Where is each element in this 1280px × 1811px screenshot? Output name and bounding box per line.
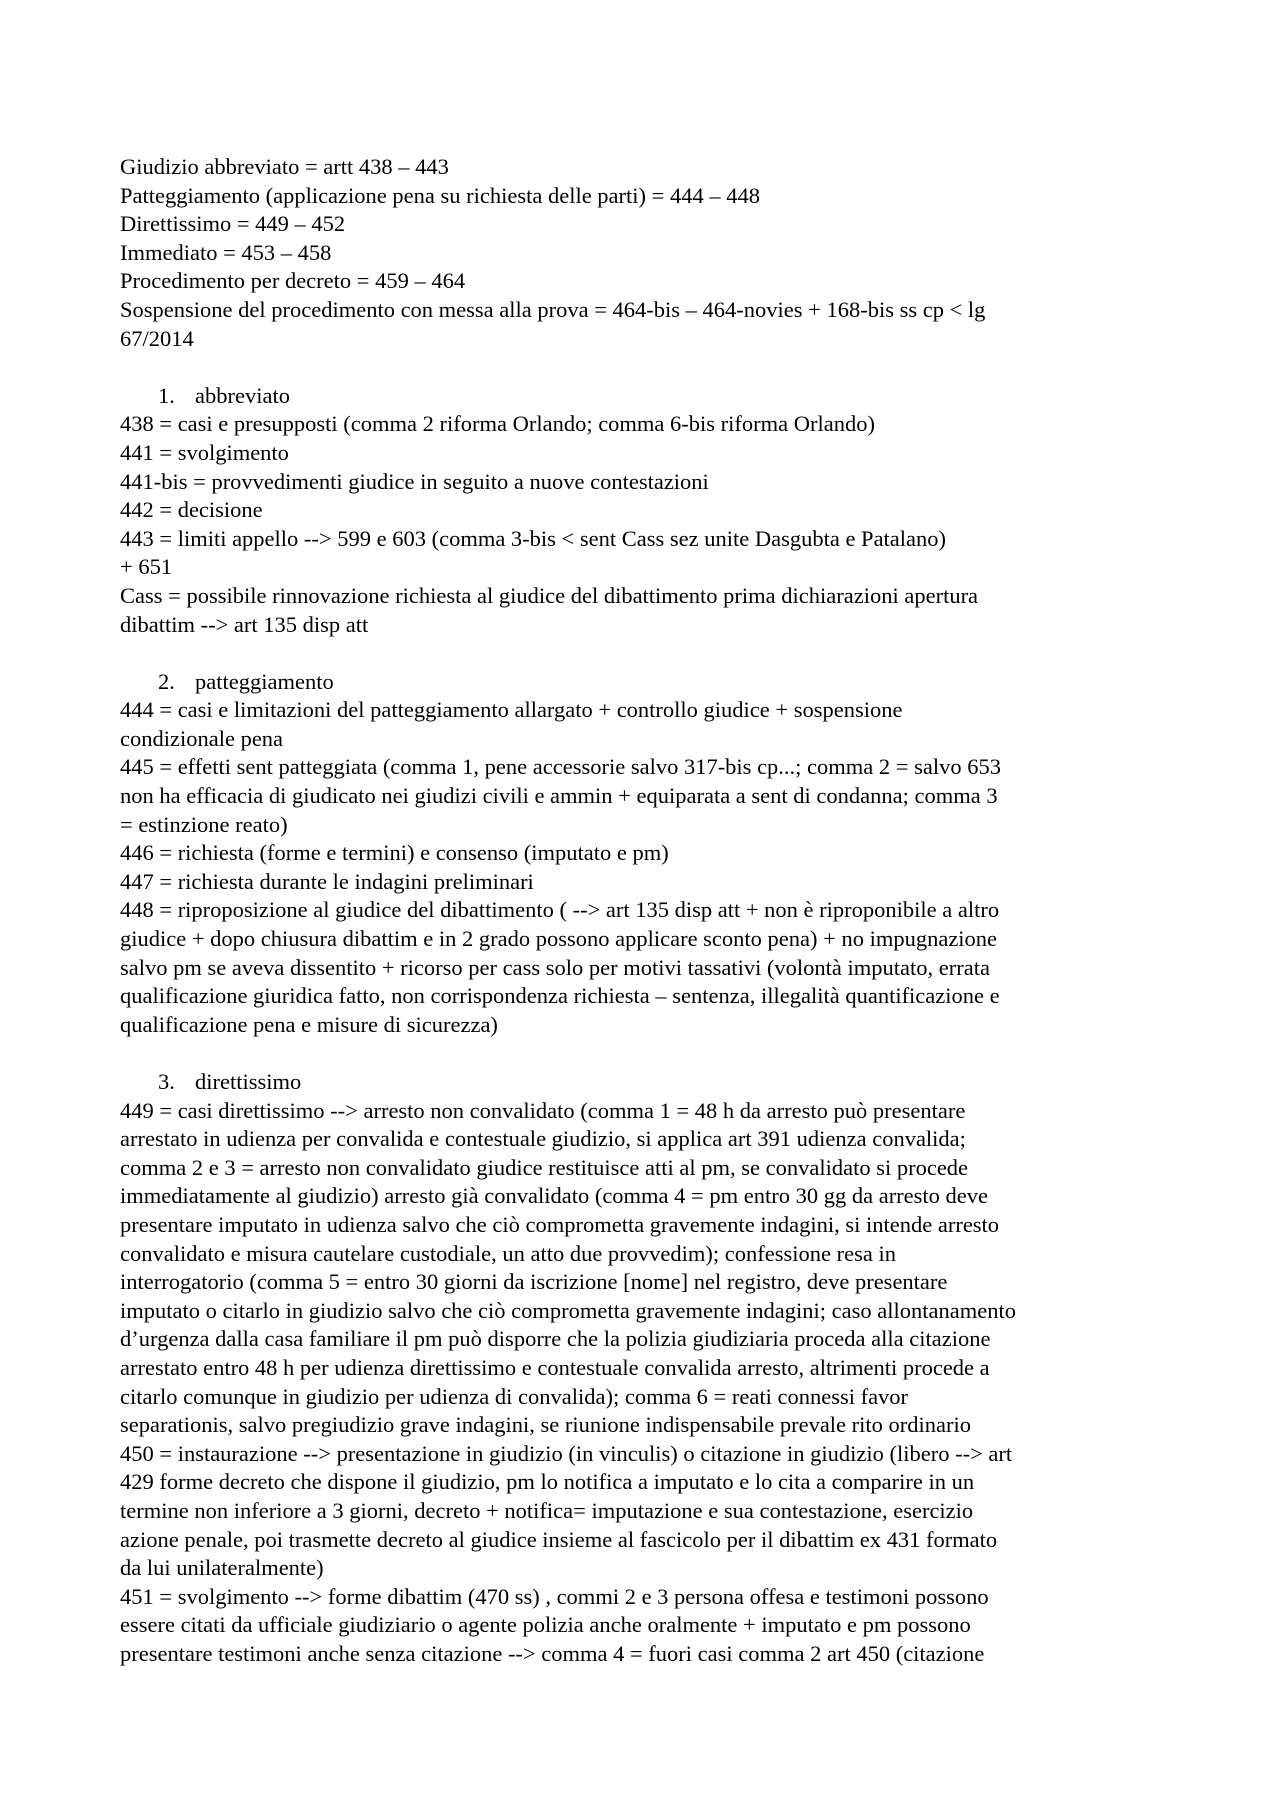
section-line: = estinzione reato) (120, 811, 288, 837)
section-line: 441-bis = provvedimenti giudice in seguito a nuove contestazioni (120, 468, 709, 494)
section-line: 450 = instaurazione --> presentazione in giudizio (in vinculis) o citazione in giudizio (libero --> art (120, 1440, 1013, 1466)
section-line: qualificazione giuridica fatto, non corrispondenza richiesta – sentenza, illegalità quantificazione e (120, 983, 1000, 1009)
section-line: 447 = richiesta durante le indagini preliminari (120, 868, 534, 894)
section-title: direttissimo (195, 1069, 302, 1094)
section-line: 444 = casi e limitazioni del patteggiamento allargato + controllo giudice + sospensione (120, 697, 903, 723)
section-line: + 651 (120, 554, 173, 580)
paragraph-gap (120, 353, 1160, 382)
section-line: d’urgenza dalla casa familiare il pm può disporre che la polizia giudiziaria proceda alla citazione (120, 1326, 991, 1352)
section-line: presentare imputato in udienza salvo che ciò comprometta gravemente indagini, si intende arresto (120, 1211, 1000, 1237)
section-line: azione penale, poi trasmette decreto al giudice insieme al fascicolo per il dibattim ex 431 formato (120, 1526, 998, 1552)
section-line: salvo pm se aveva dissentito + ricorso per cass solo per motivi tassativi (volontà imputato, errata (120, 954, 990, 980)
paragraph-gap (120, 639, 1160, 668)
overview-line: Immediato = 453 – 458 (120, 239, 332, 265)
overview-line: Direttissimo = 449 – 452 (120, 211, 346, 237)
section-line: 446 = richiesta (forme e termini) e consenso (imputato e pm) (120, 840, 669, 866)
section-heading (120, 1068, 1160, 1097)
overview-line: Patteggiamento (applicazione pena su richiesta delle parti) = 444 – 448 (120, 182, 760, 208)
overview-line: Sospensione del procedimento con messa alla prova = 464-bis – 464-novies + 168-bis ss cp < lg (120, 296, 986, 322)
section-line: interrogatorio (comma 5 = entro 30 giorni da iscrizione [nome] nel registro, deve presentare (120, 1269, 948, 1295)
section-line: imputato o citarlo in giudizio salvo che ciò comprometta gravemente indagini; caso allontanamento (120, 1297, 1016, 1323)
section-line: Cass = possibile rinnovazione richiesta al giudice del dibattimento prima dichiarazioni apertura (120, 582, 979, 608)
section-line: 443 = limiti appello --> 599 e 603 (comma 3-bis < sent Cass sez unite Dasgubta e Patalano) (120, 525, 947, 551)
section-line: qualificazione pena e misure di sicurezza) (120, 1011, 498, 1037)
section-line: convalidato e misura cautelare custodiale, un atto due provvedim); confessione resa in (120, 1240, 896, 1266)
section-line: immediatamente al giudizio) arresto già convalidato (comma 4 = pm entro 30 gg da arresto deve (120, 1183, 989, 1209)
overview-line: Procedimento per decreto = 459 – 464 (120, 268, 466, 294)
section-line: arrestato entro 48 h per udienza direttissimo e contestuale convalida arresto, altrimenti procede a (120, 1354, 990, 1380)
section-number: 3. (158, 1069, 175, 1094)
section-line: da lui unilateralmente) (120, 1555, 324, 1581)
section-line: 442 = decisione (120, 497, 263, 523)
section-line: giudice + dopo chiusura dibattim e in 2 grado possono applicare sconto pena) + no impugnazione (120, 926, 998, 952)
section-line: dibattim --> art 135 disp att (120, 611, 369, 637)
section-line: comma 2 e 3 = arresto non convalidato giudice restituisce atti al pm, se convalidato si procede (120, 1154, 969, 1180)
section-line: arrestato in udienza per convalida e contestuale giudizio, si applica art 391 udienza convalida; (120, 1126, 966, 1152)
section-title: abbreviato (195, 382, 290, 408)
section-line: condizionale pena (120, 725, 284, 751)
overview-line: Giudizio abbreviato = artt 438 – 443 (120, 154, 449, 179)
section-line: 448 = riproposizione al giudice del dibattimento ( --> art 135 disp att + non è riproponibile a altro (120, 897, 1000, 923)
section-heading (120, 668, 1160, 697)
section-line: 441 = svolgimento (120, 439, 289, 465)
section-line: 449 = casi direttissimo --> arresto non convalidato (comma 1 = 48 h da arresto può presentare (120, 1097, 966, 1123)
section-line: 451 = svolgimento --> forme dibattim (470 ss) , commi 2 e 3 persona offesa e testimoni possono (120, 1583, 989, 1609)
section-patteggiamento (120, 668, 1160, 1040)
paragraph-gap (120, 1039, 1160, 1068)
section-heading (120, 382, 1160, 411)
section-line: citarlo comunque in giudizio per udienza di convalida); comma 6 = reati connessi favor (120, 1383, 909, 1409)
section-line: essere citati da ufficiale giudiziario o agente polizia anche oralmente + imputato e pm possono (120, 1612, 971, 1638)
section-line: 445 = effetti sent patteggiata (comma 1, pene accessorie salvo 317-bis cp...; comma 2 = salvo 653 (120, 754, 1001, 780)
section-line: separationis, salvo pregiudizio grave indagini, se riunione indispensabile prevale rito ordinario (120, 1412, 972, 1438)
section-line: 429 forme decreto che dispone il giudizio, pm lo notifica a imputato e lo cita a comparire in un (120, 1469, 975, 1495)
section-line: presentare testimoni anche senza citazione --> comma 4 = fuori casi comma 2 art 450 (citazione (120, 1640, 985, 1666)
section-title: patteggiamento (195, 668, 334, 694)
section-line: non ha efficacia di giudicato nei giudizi civili e ammin + equiparata a sent di condanna; comma 3 (120, 783, 998, 809)
section-abbreviato (120, 382, 1160, 639)
section-number: 1. (158, 382, 175, 408)
document-page (120, 153, 1160, 1668)
section-line: termine non inferiore a 3 giorni, decreto + notifica= imputazione e sua contestazione, esercizio (120, 1497, 974, 1523)
overview-line: 67/2014 (120, 325, 194, 351)
section-number: 2. (158, 668, 175, 694)
overview-block (120, 153, 1160, 353)
section-direttissimo (120, 1068, 1160, 1668)
section-line: 438 = casi e presupposti (comma 2 riforma Orlando; comma 6-bis riforma Orlando) (120, 411, 875, 437)
